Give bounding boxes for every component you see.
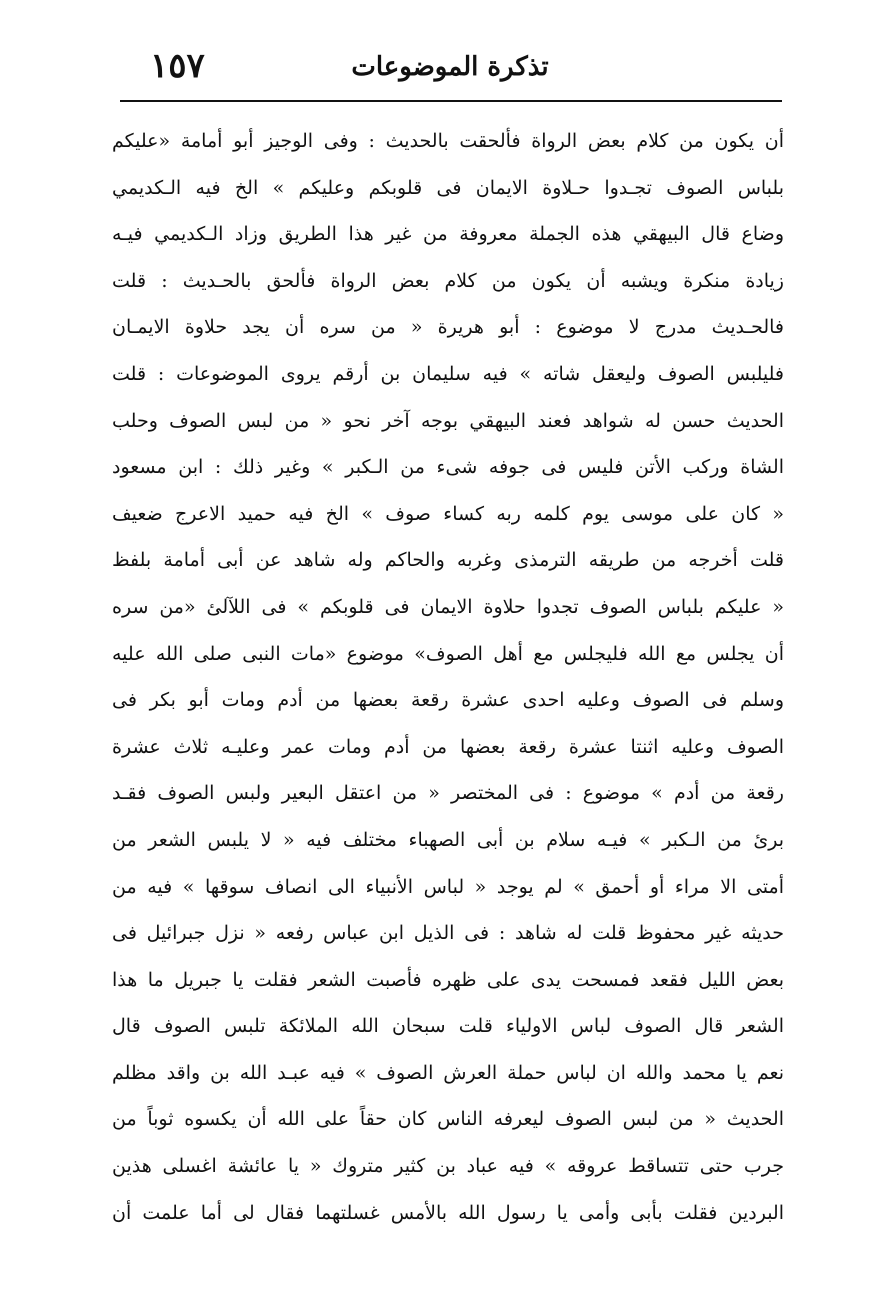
text-line: الشعر قال الصوف لباس الاولياء قلت سبحان الله الملائكة تلبس الصوف قال	[112, 1015, 784, 1038]
text-line: نعم يا محمد والله ان لباس حملة العرش الصوف » فيه عبـد الله بن واقد مظلم	[112, 1061, 784, 1084]
text-line: الحديث « من لبس الصوف ليعرفه الناس كان حقاً على الله أن يكسوه ثوباً من	[112, 1108, 784, 1131]
header-rule	[120, 100, 782, 102]
text-line: بلباس الصوف تجـدوا حـلاوة الايمان فى قلوبكم وعليكم » الخ فيه الـكديمي	[112, 176, 784, 199]
text-line: فالحـديث مدرج لا موضوع : أبو هريرة « من سره أن يجد حلاوة الايمـان	[112, 316, 784, 339]
text-line: الشاة وركب الأتن فليس فى جوفه شىء من الـكبر » وغير ذلك : ابن مسعود	[112, 456, 784, 479]
text-line: « كان على موسى يوم كلمه ربه كساء صوف » الخ فيه حميد الاعرج ضعيف	[112, 502, 784, 525]
text-line: حديثه غير محفوظ قلت له شاهد : فى الذيل ابن عباس رفعه « نزل جبرائيل فى	[112, 922, 784, 945]
text-line: أن يكون من كلام بعض الرواة فألحقت بالحديث : وفى الوجيز أبو أمامة «عليكم	[112, 130, 784, 152]
text-line: قلت أخرجه من طريقه الترمذى وغربه والحاكم وله شاهد عن أبى أمامة بلفظ	[112, 549, 784, 572]
page-number: ١٥٧	[150, 46, 205, 86]
text-line: الحديث حسن له شواهد فعند البيهقي بوجه آخر نحو « من لبس الصوف وحلب	[112, 409, 784, 432]
text-line: أن يجلس مع الله فليجلس مع أهل الصوف» موضوع «مات النبى صلى الله عليه	[112, 642, 784, 665]
page-header	[120, 44, 780, 100]
text-line: وضاع قال البيهقي هذه الجملة معروفة من غير هذا الطريق وزاد الـكديمي فيـه	[112, 223, 784, 246]
text-line: الصوف وعليه اثنتا عشرة رقعة بعضها من أدم ومات عمر وعليـه ثلاث عشرة	[112, 735, 784, 758]
text-line: رقعة من أدم » موضوع : فى المختصر « من اعتقل البعير ولبس الصوف فقـد	[112, 782, 784, 805]
text-line: البردين فقلت بأبى وأمى يا رسول الله بالأمس غسلتهما فقال لى أما علمت أن	[112, 1201, 784, 1224]
running-title: تذكرة الموضوعات	[351, 52, 549, 82]
text-line: بعض الليل فقعد فمسحت يدى على ظهره فأصبت الشعر فقلت يا جبريل ما هذا	[112, 968, 784, 991]
text-line: جرب حتى تتساقط عروقه » فيه عباد بن كثير متروك « يا عائشة اغسلى هذين	[112, 1155, 784, 1178]
text-line: وسلم فى الصوف وعليه احدى عشرة رقعة بعضها من أدم ومات أبو بكر فى	[112, 689, 784, 712]
text-line: « عليكم بلباس الصوف تجدوا حلاوة الايمان فى قلوبكم » فى اللآلئ «من سره	[112, 595, 784, 618]
body-text	[112, 118, 784, 1236]
text-line: برئ من الـكبر » فيـه سلام بن أبى الصهباء مختلف فيه « لا يلبس الشعر من	[112, 828, 784, 851]
text-line: فليلبس الصوف وليعقل شاته » فيه سليمان بن أرقم يروى الموضوعات : قلت	[112, 362, 784, 385]
text-line: أمتى الا مراء أو أحمق » لم يوجد « لباس الأنبياء الى انصاف سوقها » فيه من	[112, 875, 784, 898]
text-line: زيادة منكرة ويشبه أن يكون من كلام بعض الرواة فألحق بالحـديث : قلت	[112, 269, 784, 292]
